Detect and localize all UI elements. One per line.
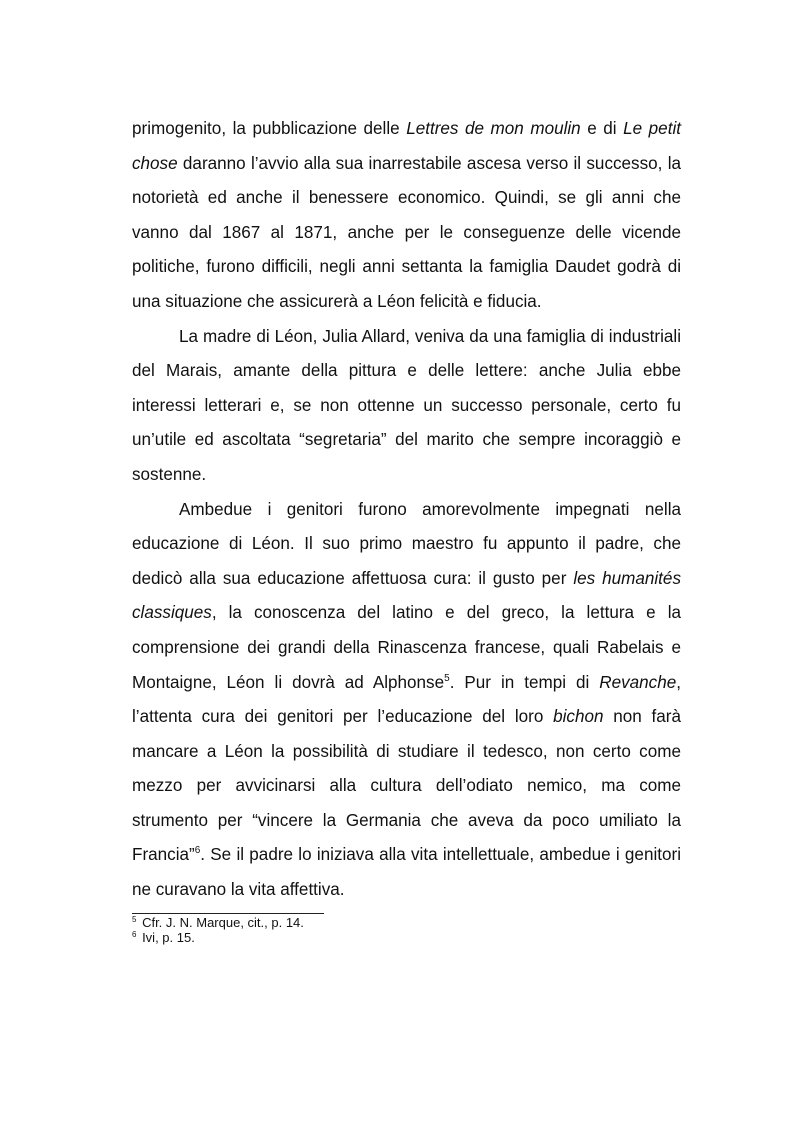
paragraph-3-text-1: Ambedue i genitori furono amorevolmente impegnati nella educazione di Léon. Il suo primo maestro fu appunto il padre, che dedicò alla sua educazione affettuosa cura: il gusto per [132,499,681,588]
term-les-humanites-classiques: les humanités classiques [132,568,681,623]
footnote-number: 6 [132,929,137,939]
paragraph-3 [132,493,681,908]
paragraph-3-text-4: , l’attenta cura dei genitori per l’educazione del loro [132,672,681,727]
page-body [132,112,681,908]
term-bichon: bichon [553,707,604,727]
footnote-number: 5 [132,915,137,924]
footnote-ref-5[interactable]: 5 [444,672,450,684]
title-le-petit-chose: Le petit chose [132,119,681,173]
paragraph-3-text-6: . Se il padre lo iniziava alla vita intellettuale, ambedue i genitori ne curavano la vita affettiva. [132,845,681,900]
paragraph-1-text-3: daranno l’avvio alla sua inarrestabile ascesa verso il successo, la notorietà ed anche il benessere economico. Quindi, se gli anni che vanno dal 1867 al 1871, anche per le conseguenze delle vicende politiche, furono difficili, negli anni settanta la famiglia Daudet godrà di una situazione che assicurerà a Léon felicità e fiducia. [132,153,681,311]
title-lettres-de-mon-moulin: Lettres de mon moulin [406,119,581,138]
footnote-separator [132,913,324,914]
paragraph-2-text: La madre di Léon, Julia Allard, veniva da una famiglia di industriali del Marais, amante della pittura e delle lettere: anche Julia ebbe interessi letterari e, se non ottenne un successo personale, certo fu un’utile ed ascoltata “segretaria” del marito che sempre incoraggiò e sostenne. [132,326,681,484]
paragraph-1-text-1: primogenito, la pubblicazione delle [132,119,407,138]
paragraph-3-text-3: . Pur in tempi di [449,672,600,692]
paragraph-1-text-2: e di [580,119,624,138]
paragraph-1 [132,112,681,320]
footnote-5 [132,916,681,931]
paragraph-3-text-5: non farà mancare a Léon la possibilità di studiare il tedesco, non certo come mezzo per avvicinarsi alla cultura dell’odiato nemico, ma come strumento per “vincere la Germania che aveva da poco umiliato la Francia” [132,707,681,865]
footnote-6 [132,931,681,946]
footnote-ref-6[interactable]: 6 [194,845,201,857]
footnote-text: Ivi, p. 15. [138,929,195,945]
paragraph-3-text-2: , la conoscenza del latino e del greco, la lettura e la comprensione dei grandi della Rinascenza francese, quali Rabelais e Montaigne, Léon li dovrà ad Alphonse [132,603,681,692]
term-revanche: Revanche [599,672,677,692]
footnotes [132,913,681,945]
footnote-text: Cfr. J. N. Marque, cit., p. 14. [138,915,304,930]
paragraph-2 [132,320,681,493]
